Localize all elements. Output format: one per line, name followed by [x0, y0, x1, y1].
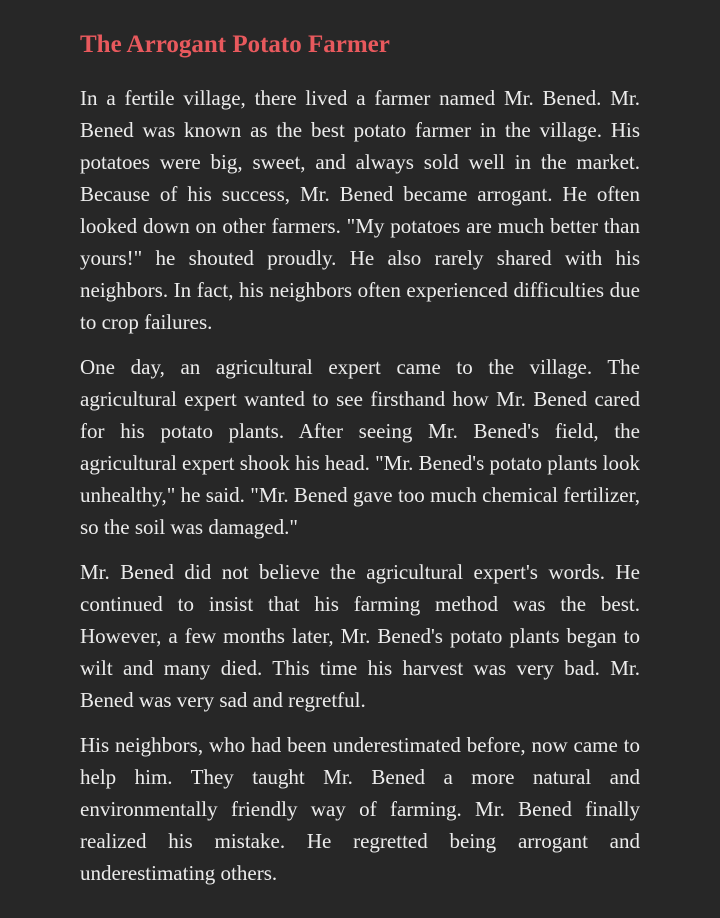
story-paragraph-4: His neighbors, who had been underestimated before, now came to help him. They taught Mr. Bened a more natural and environmentally friendly way of farming. Mr. Bened finally realized his mistake. He regretted being arrogant and underestimating others.	[80, 733, 640, 885]
story-paragraph-1: In a fertile village, there lived a farmer named Mr. Bened. Mr. Bened was known as the best potato farmer in the village. His potatoes were big, sweet, and always sold well in the market. Because of his success, Mr. Bened became arrogant. He often looked down on other farmers. "My potatoes are much better than yours!" he shouted proudly. He also rarely shared with his neighbors. In fact, his neighbors often experienced difficulties due to crop failures.	[80, 86, 640, 334]
story-title: The Arrogant Potato Farmer	[80, 31, 390, 58]
story-paragraph-3: Mr. Bened did not believe the agricultural expert's words. He continued to insist that his farming method was the best. However, a few months later, Mr. Bened's potato plants began to wilt and many died. This time his harvest was very bad. Mr. Bened was very sad and regretful.	[80, 560, 640, 712]
story-paragraph-2: One day, an agricultural expert came to the village. The agricultural expert wanted to see firsthand how Mr. Bened cared for his potato plants. After seeing Mr. Bened's field, the agricultural expert shook his head. "Mr. Bened's potato plants look unhealthy," he said. "Mr. Bened gave too much chemical fertilizer, so the soil was damaged."	[80, 355, 640, 539]
